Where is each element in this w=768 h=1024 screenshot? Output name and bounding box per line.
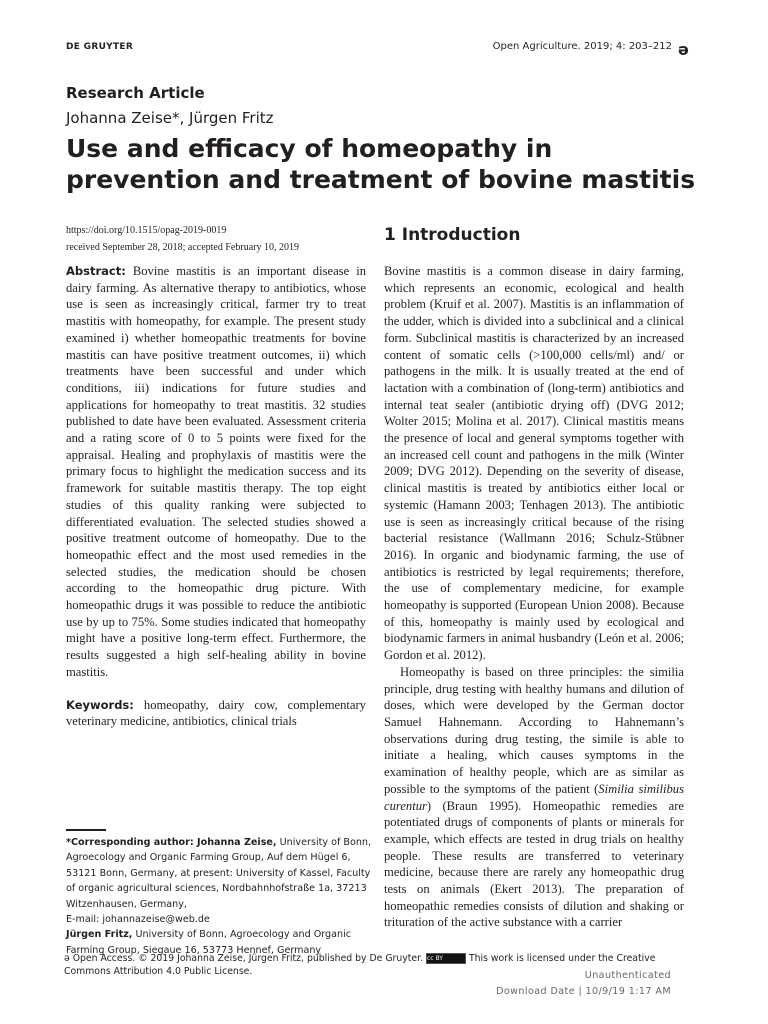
intro-p2-end: ) (Braun 1995). Homeopathic remedies are potentiated drugs of components of plants or minerals for example, which effects are tested in drug trials on healthy people. These results are transferred to veterinary medicine, because there are rarely any homeopathic drug tests on animals (Ekert 2013). The preparation of homeopathic remedies consists of dilution and shaking or trituration of the active substance with a carrier [384,798,684,930]
license-text-2: This work is licensed under the Creative Commons Attribution 4.0 Public License. [64,953,656,977]
authors: Johanna Zeise*, Jürgen Fritz [66,109,274,127]
cc-by-badge[interactable]: cc BY [426,953,466,964]
section-heading-introduction: 1 Introduction [384,225,521,245]
journal-citation: Open Agriculture. 2019; 4: 203–212 [492,41,672,52]
footnote-rule [66,829,106,831]
corresponding-email[interactable]: E-mail: johannazeise@web.de [66,914,210,926]
abstract-text: Bovine mastitis is an important disease in dairy farming. As alternative therapy to antibiotics, whose use is seen as increasingly critical, farmer try to treat mastitis with homeopathy, for example. The present study examined i) whether homeopathic treatments for bovine mastitis can have positive treatment outcomes, ii) which treatments have been successful and under which conditions, iii) indications for future studies and applications for homeopathy to treat mastitis. 32 studies published to date have been evaluated. Assessment criteria and a rating score of 0 to 5 points were fixed for the appraisal. Healing and prophylaxis of mastitis were the primary focus to highlight the medication success and its framework for suitable mastitis therapy. The top eight studies of this quality ranking were subjected to differentiated evaluation. The selected studies showed a positive treatment outcome of homeopathy. Due to the homeopathic effect and the most used remedies in the selected studies, the medication should be chosen according to the homeopathic drug picture. With homeopathic drugs it was possible to reduce the antibiotic use by up to 75%. Some studies indicated that homeopathy might have a positive long-term effect. Furthermore, the results suggested a high self-healing ability in bovine mastitis. [66,264,366,679]
article-title: Use and efficacy of homeopathy in prevention and treatment of bovine mastitis [66,134,696,194]
license-text-1: Open Access. © 2019 Johanna Zeise, Jürgen Fritz, published by De Gruyter. [72,953,424,964]
intro-p2-start: Homeopathy is based on three principles: the similia principle, drug testing with healthy humans and dilution of doses, which were developed by the German doctor Samuel Hahnemann. According to Hahnemann’s observations during drug testing, the simile is able to initiate a healing, which causes symptoms in the examination of healthy people, which are as similar as possible to the symptoms of the patient ( [384,664,684,796]
second-author-affiliation: University of Bonn, Agroecology and Organic Farming Group, Siegaue 16, 53773 Hennef, Germany [66,929,352,956]
keywords-label: Keywords: [66,697,134,712]
doi-block [66,222,299,256]
open-access-icon: ə [64,953,70,964]
intro-paragraph-1: Bovine mastitis is a common disease in dairy farming, which represents an economic, ecological and health problem (Kruif et al. 2007). Mastitis is an inflammation of the udder, which is divided into a subclinical and a clinical form. Subclinical mastitis is characterized by an increased content of somatic cells (>100,000 cells/ml) and/ or pathogens in the milk. It is usually treated at the end of lactation with a combination of (long-term) antibiotics and internal teat sealer (antibiotic drying off) (DVG 2012; Wolter 2015; Molina et al. 2017). Clinical mastitis means the presence of local and general symptoms together with an increased cell count and pathogens in the milk (Winter 2009; DVG 2012). Depending on the severity of disease, clinical mastitis is treated by antibiotics either local or systemic (Hamann 2003; Tenhagen 2013). The antibiotic use is seen as increasingly critical because of the rising bacterial resistance (Wallmann 2016; Schulz-Stübner 2016). In organic and biodynamic farming, the use of antibiotics is restricted by legal requirements; therefore, the use of complementary medicine, for example homeopathy is supported (European Union 2008). Because of this, homeopathy is mainly used by ecological and biodynamic farmers in animal husbandry (León et al. 2006; Gordon et al. 2012). [384,264,684,663]
publisher-name: DE GRUYTER [66,42,134,52]
intro-paragraph-2 [384,664,684,931]
intro-p2-italic: Similia similibus curentur [384,781,684,813]
download-watermark [496,968,671,1000]
introduction-column [384,263,684,931]
unauthenticated-label: Unauthenticated [584,970,671,981]
corresponding-label: *Corresponding author: Johanna Zeise, [66,837,277,848]
open-access-icon: ə [678,40,689,59]
doi-link[interactable]: https://doi.org/10.1515/opag-2019-0019 [66,225,227,236]
download-date: Download Date | 10/9/19 1:17 AM [496,986,671,997]
author-footnote [66,835,376,958]
second-author-label: Jürgen Fritz, [66,929,133,941]
keywords [66,697,366,730]
received-dates: received September 28, 2018; accepted February 10, 2019 [66,242,299,253]
abstract-label: Abstract: [66,264,126,278]
abstract-column [66,263,366,730]
article-type: Research Article [66,84,205,102]
abstract [66,263,366,681]
keywords-text: homeopathy, dairy cow, complementary veterinary medicine, antibiotics, clinical trials [66,697,366,729]
corresponding-affiliation: University of Bonn, Agroecology and Organic Farming Group, Auf dem Hügel 6, 53121 Bonn, Germany, at present: University of Kassel, Faculty of organic agricultural sciences, Nordbahnhofstraße 1a, 37213 Witzenhausen, Germany, [66,837,372,910]
